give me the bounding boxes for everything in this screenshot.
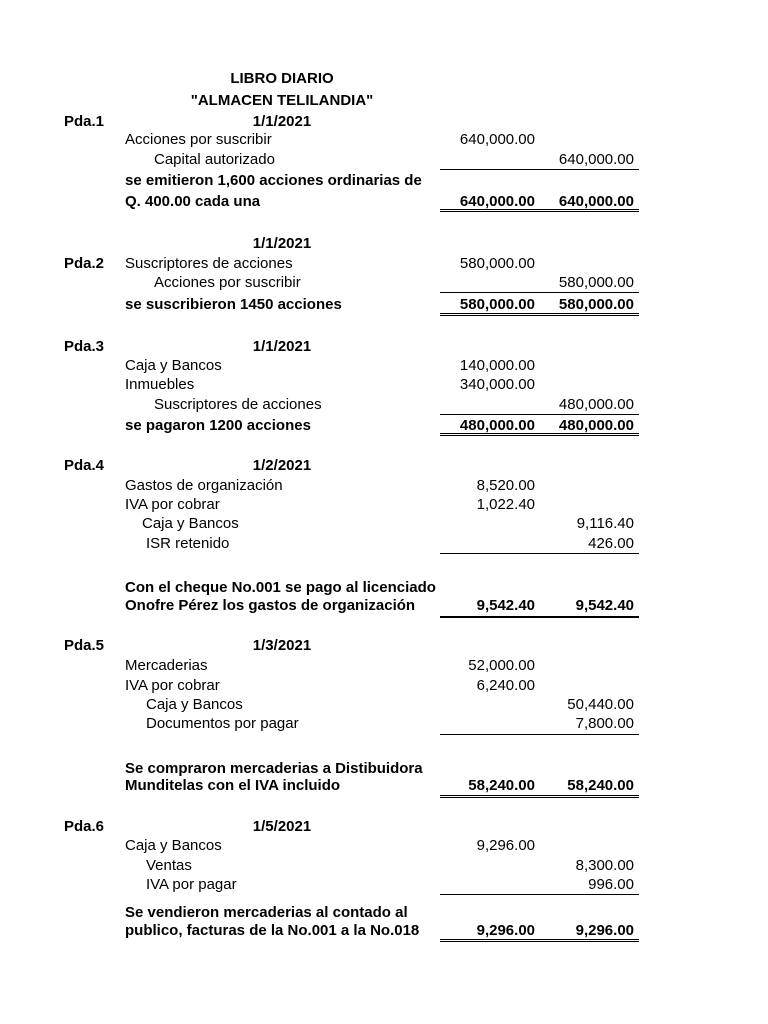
credit-amount: 8,300.00: [575, 857, 634, 874]
debit-amount: 140,000.00: [459, 357, 535, 374]
entry-date: 1/1/2021: [252, 113, 312, 130]
entry-date: 1/1/2021: [252, 338, 312, 355]
subtotal-rule: [440, 553, 639, 554]
total-credit: 480,000.00: [558, 417, 634, 434]
credit-amount: 50,440.00: [567, 696, 634, 713]
account-credit: Caja y Bancos: [142, 515, 239, 532]
total-debit: 640,000.00: [459, 193, 535, 210]
total-credit: 640,000.00: [558, 193, 634, 210]
account-debit: IVA por cobrar: [125, 496, 220, 513]
total-rule: [440, 795, 639, 798]
entry-description: Q. 400.00 cada una: [125, 193, 261, 210]
entry-description: publico, facturas de la No.001 a la No.018: [125, 922, 420, 939]
credit-amount: 996.00: [588, 876, 634, 893]
subtotal-rule: [440, 894, 639, 895]
credit-amount: 640,000.00: [558, 151, 634, 168]
entry-description: Munditelas con el IVA incluido: [125, 777, 341, 794]
account-credit: Ventas: [146, 857, 192, 874]
total-debit: 9,542.40: [476, 597, 535, 614]
entry-description: se suscribieron 1450 acciones: [125, 296, 342, 313]
credit-amount: 426.00: [588, 535, 634, 552]
entry-description: se pagaron 1200 acciones: [125, 417, 311, 434]
total-rule: [440, 433, 639, 436]
subtotal-rule: [440, 169, 639, 170]
total-credit: 9,542.40: [575, 597, 634, 614]
debit-amount: 580,000.00: [459, 255, 535, 272]
account-credit: Capital autorizado: [154, 151, 275, 168]
subtotal-rule: [440, 292, 639, 293]
total-rule: [440, 209, 639, 212]
total-credit: 9,296.00: [575, 922, 634, 939]
entry-description: Se compraron mercaderias a Distibuidora: [125, 760, 423, 777]
account-debit: Inmuebles: [125, 376, 195, 393]
entry-date: 1/3/2021: [252, 637, 312, 654]
account-debit: Acciones por suscribir: [125, 131, 272, 148]
subtotal-rule: [440, 734, 639, 735]
entry-description: Se vendieron mercaderias al contado al: [125, 904, 408, 921]
account-credit: Caja y Bancos: [146, 696, 243, 713]
entry-date: 1/2/2021: [252, 457, 312, 474]
subtotal-rule: [440, 414, 639, 415]
credit-amount: 580,000.00: [558, 274, 634, 291]
entry-id: Pda.4: [64, 457, 105, 474]
total-debit: 580,000.00: [459, 296, 535, 313]
debit-amount: 340,000.00: [459, 376, 535, 393]
account-debit: Gastos de organización: [125, 477, 283, 494]
entry-id: Pda.2: [64, 255, 105, 272]
entry-description: Onofre Pérez los gastos de organización: [125, 597, 416, 614]
total-debit: 480,000.00: [459, 417, 535, 434]
account-credit: Documentos por pagar: [146, 715, 299, 732]
journal-title: LIBRO DIARIO: [230, 70, 334, 87]
total-credit: 58,240.00: [567, 777, 634, 794]
debit-amount: 640,000.00: [459, 131, 535, 148]
account-debit: Caja y Bancos: [125, 837, 222, 854]
company-name: "ALMACEN TELILANDIA": [190, 92, 374, 109]
entry-date: 1/1/2021: [252, 235, 312, 252]
entry-id: Pda.1: [64, 113, 105, 130]
account-debit: Suscriptores de acciones: [125, 255, 293, 272]
credit-amount: 9,116.40: [576, 515, 634, 532]
entry-description: Con el cheque No.001 se pago al licenciado: [125, 579, 436, 596]
total-debit: 58,240.00: [468, 777, 535, 794]
debit-amount: 1,022.40: [476, 496, 535, 513]
debit-amount: 8,520.00: [476, 477, 535, 494]
account-debit: Mercaderias: [125, 657, 208, 674]
account-credit: Acciones por suscribir: [154, 274, 301, 291]
entry-id: Pda.6: [64, 818, 105, 835]
debit-amount: 9,296.00: [476, 837, 535, 854]
entry-description: se emitieron 1,600 acciones ordinarias de: [125, 172, 422, 189]
entry-id: Pda.5: [64, 637, 105, 654]
credit-amount: 480,000.00: [558, 396, 634, 413]
total-debit: 9,296.00: [476, 922, 535, 939]
account-credit: ISR retenido: [146, 535, 230, 552]
total-credit: 580,000.00: [558, 296, 634, 313]
entry-date: 1/5/2021: [252, 818, 312, 835]
account-credit: Suscriptores de acciones: [154, 396, 322, 413]
debit-amount: 52,000.00: [468, 657, 535, 674]
account-credit: IVA por pagar: [146, 876, 237, 893]
total-rule: [440, 616, 639, 618]
debit-amount: 6,240.00: [476, 677, 535, 694]
account-debit: IVA por cobrar: [125, 677, 220, 694]
total-rule: [440, 939, 639, 942]
credit-amount: 7,800.00: [575, 715, 634, 732]
account-debit: Caja y Bancos: [125, 357, 222, 374]
total-rule: [440, 313, 639, 316]
entry-id: Pda.3: [64, 338, 105, 355]
